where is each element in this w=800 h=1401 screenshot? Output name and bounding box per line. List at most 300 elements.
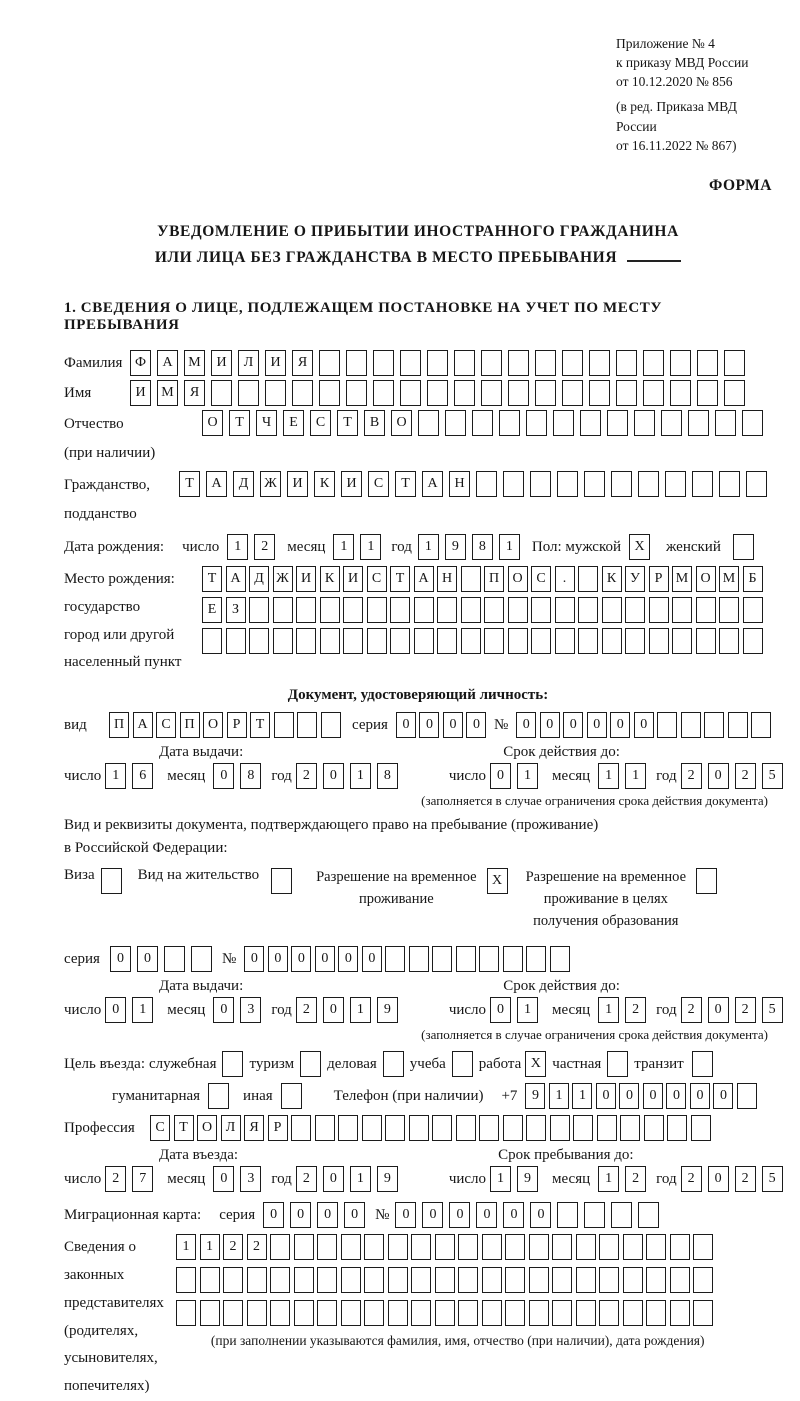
char-cell[interactable]: [715, 410, 736, 436]
char-cell[interactable]: 0: [619, 1083, 639, 1109]
visa-checkbox[interactable]: [101, 868, 128, 894]
char-cell[interactable]: [670, 1267, 690, 1293]
char-cell[interactable]: 0: [443, 712, 463, 738]
char-cell[interactable]: 0: [395, 1202, 416, 1228]
char-cell[interactable]: [437, 628, 457, 654]
birthplace-row3-boxes[interactable]: [202, 628, 766, 654]
char-cell[interactable]: [435, 1300, 455, 1326]
char-cell[interactable]: [390, 597, 410, 623]
birth-month-boxes[interactable]: [333, 534, 387, 560]
char-cell[interactable]: [476, 471, 497, 497]
char-cell[interactable]: [373, 350, 394, 376]
char-cell[interactable]: [661, 410, 682, 436]
char-cell[interactable]: [482, 1267, 502, 1293]
char-cell[interactable]: 1: [350, 997, 371, 1023]
birthplace-row1-boxes[interactable]: [202, 566, 766, 592]
char-cell[interactable]: [317, 1234, 337, 1260]
char-cell[interactable]: [607, 1051, 628, 1077]
char-cell[interactable]: [503, 946, 523, 972]
char-cell[interactable]: 2: [223, 1234, 243, 1260]
char-cell[interactable]: [208, 1083, 229, 1109]
char-cell[interactable]: 1: [418, 534, 439, 560]
char-cell[interactable]: [589, 350, 610, 376]
char-cell[interactable]: [456, 1115, 476, 1141]
char-cell[interactable]: [599, 1300, 619, 1326]
char-cell[interactable]: [458, 1234, 478, 1260]
char-cell[interactable]: [719, 471, 740, 497]
char-cell[interactable]: Т: [395, 471, 416, 497]
birth-day-boxes[interactable]: [227, 534, 281, 560]
char-cell[interactable]: [458, 1300, 478, 1326]
doc-valid-month-boxes[interactable]: [598, 763, 652, 789]
char-cell[interactable]: 0: [449, 1202, 470, 1228]
char-cell[interactable]: [458, 1267, 478, 1293]
char-cell[interactable]: [409, 946, 429, 972]
char-cell[interactable]: [247, 1267, 267, 1293]
char-cell[interactable]: [638, 471, 659, 497]
char-cell[interactable]: [432, 946, 452, 972]
char-cell[interactable]: И: [130, 380, 151, 406]
char-cell[interactable]: [508, 350, 529, 376]
char-cell[interactable]: [620, 1115, 640, 1141]
char-cell[interactable]: [578, 597, 598, 623]
char-cell[interactable]: [751, 712, 771, 738]
char-cell[interactable]: 2: [625, 997, 646, 1023]
char-cell[interactable]: [271, 868, 292, 894]
char-cell[interactable]: [320, 628, 340, 654]
char-cell[interactable]: 1: [360, 534, 381, 560]
char-cell[interactable]: С: [150, 1115, 170, 1141]
entry-day-boxes[interactable]: [105, 1166, 159, 1192]
char-cell[interactable]: [373, 380, 394, 406]
rvp-valid-month-boxes[interactable]: [598, 997, 652, 1023]
char-cell[interactable]: [670, 1234, 690, 1260]
char-cell[interactable]: Т: [337, 410, 358, 436]
doc-issue-day-boxes[interactable]: [105, 763, 159, 789]
char-cell[interactable]: [503, 471, 524, 497]
char-cell[interactable]: [383, 1051, 404, 1077]
rvp-issue-day-boxes[interactable]: [105, 997, 159, 1023]
char-cell[interactable]: 9: [377, 1166, 398, 1192]
char-cell[interactable]: 0: [490, 997, 511, 1023]
char-cell[interactable]: [670, 1300, 690, 1326]
char-cell[interactable]: [692, 1051, 713, 1077]
char-cell[interactable]: [638, 1202, 659, 1228]
char-cell[interactable]: [388, 1267, 408, 1293]
rvp-issue-month-boxes[interactable]: [213, 997, 267, 1023]
char-cell[interactable]: [697, 350, 718, 376]
char-cell[interactable]: 1: [549, 1083, 569, 1109]
char-cell[interactable]: П: [484, 566, 504, 592]
char-cell[interactable]: Ж: [260, 471, 281, 497]
char-cell[interactable]: [456, 946, 476, 972]
citizenship-boxes[interactable]: [179, 471, 773, 497]
char-cell[interactable]: 9: [445, 534, 466, 560]
char-cell[interactable]: 0: [643, 1083, 663, 1109]
char-cell[interactable]: [346, 350, 367, 376]
birth-year-boxes[interactable]: [418, 534, 526, 560]
char-cell[interactable]: [319, 380, 340, 406]
char-cell[interactable]: [616, 350, 637, 376]
char-cell[interactable]: [385, 946, 405, 972]
char-cell[interactable]: [552, 1234, 572, 1260]
char-cell[interactable]: [343, 628, 363, 654]
char-cell[interactable]: [589, 380, 610, 406]
char-cell[interactable]: [704, 712, 724, 738]
char-cell[interactable]: [557, 471, 578, 497]
char-cell[interactable]: А: [226, 566, 246, 592]
char-cell[interactable]: [562, 380, 583, 406]
char-cell[interactable]: 0: [338, 946, 358, 972]
char-cell[interactable]: [578, 566, 598, 592]
char-cell[interactable]: 1: [227, 534, 248, 560]
char-cell[interactable]: 0: [476, 1202, 497, 1228]
char-cell[interactable]: 1: [333, 534, 354, 560]
char-cell[interactable]: [526, 1115, 546, 1141]
char-cell[interactable]: [481, 380, 502, 406]
char-cell[interactable]: 2: [735, 997, 756, 1023]
char-cell[interactable]: 0: [290, 1202, 311, 1228]
char-cell[interactable]: [646, 1234, 666, 1260]
char-cell[interactable]: [657, 712, 677, 738]
char-cell[interactable]: [200, 1267, 220, 1293]
char-cell[interactable]: С: [368, 471, 389, 497]
char-cell[interactable]: 0: [708, 997, 729, 1023]
char-cell[interactable]: [644, 1115, 664, 1141]
char-cell[interactable]: О: [203, 712, 223, 738]
char-cell[interactable]: 2: [105, 1166, 126, 1192]
char-cell[interactable]: [530, 471, 551, 497]
char-cell[interactable]: [550, 946, 570, 972]
char-cell[interactable]: [294, 1267, 314, 1293]
char-cell[interactable]: [427, 380, 448, 406]
char-cell[interactable]: К: [320, 566, 340, 592]
char-cell[interactable]: [499, 410, 520, 436]
patronymic-boxes[interactable]: [202, 410, 769, 436]
char-cell[interactable]: [297, 712, 317, 738]
char-cell[interactable]: X: [525, 1051, 546, 1077]
char-cell[interactable]: [454, 380, 475, 406]
char-cell[interactable]: [338, 1115, 358, 1141]
char-cell[interactable]: Л: [221, 1115, 241, 1141]
char-cell[interactable]: 9: [377, 997, 398, 1023]
char-cell[interactable]: [692, 471, 713, 497]
char-cell[interactable]: [508, 597, 528, 623]
char-cell[interactable]: 0: [323, 763, 344, 789]
char-cell[interactable]: 0: [110, 946, 131, 972]
doc-valid-day-boxes[interactable]: [490, 763, 544, 789]
char-cell[interactable]: [202, 628, 222, 654]
char-cell[interactable]: [602, 597, 622, 623]
char-cell[interactable]: А: [206, 471, 227, 497]
char-cell[interactable]: [247, 1300, 267, 1326]
char-cell[interactable]: [482, 1234, 502, 1260]
char-cell[interactable]: [599, 1267, 619, 1293]
char-cell[interactable]: [529, 1234, 549, 1260]
char-cell[interactable]: [400, 350, 421, 376]
char-cell[interactable]: [479, 946, 499, 972]
purpose-other-checkbox[interactable]: [281, 1083, 308, 1109]
char-cell[interactable]: [414, 628, 434, 654]
char-cell[interactable]: 0: [422, 1202, 443, 1228]
char-cell[interactable]: [265, 380, 286, 406]
char-cell[interactable]: [411, 1267, 431, 1293]
char-cell[interactable]: [364, 1300, 384, 1326]
char-cell[interactable]: 0: [291, 946, 311, 972]
char-cell[interactable]: 2: [735, 1166, 756, 1192]
char-cell[interactable]: 8: [377, 763, 398, 789]
char-cell[interactable]: [646, 1300, 666, 1326]
char-cell[interactable]: [526, 410, 547, 436]
residence-permit-checkbox[interactable]: [271, 868, 298, 894]
char-cell[interactable]: [291, 1115, 311, 1141]
char-cell[interactable]: О: [508, 566, 528, 592]
purpose-business-checkbox[interactable]: [383, 1051, 410, 1077]
char-cell[interactable]: [625, 597, 645, 623]
char-cell[interactable]: [346, 380, 367, 406]
char-cell[interactable]: [555, 597, 575, 623]
char-cell[interactable]: [226, 628, 246, 654]
representatives-row1-boxes[interactable]: [176, 1234, 717, 1260]
char-cell[interactable]: Т: [174, 1115, 194, 1141]
char-cell[interactable]: [584, 1202, 605, 1228]
char-cell[interactable]: [300, 1051, 321, 1077]
char-cell[interactable]: О: [202, 410, 223, 436]
char-cell[interactable]: [693, 1300, 713, 1326]
char-cell[interactable]: З: [226, 597, 246, 623]
char-cell[interactable]: [400, 380, 421, 406]
char-cell[interactable]: 0: [540, 712, 560, 738]
char-cell[interactable]: С: [310, 410, 331, 436]
char-cell[interactable]: [611, 1202, 632, 1228]
rvp-checkbox[interactable]: [487, 868, 514, 894]
char-cell[interactable]: [599, 1234, 619, 1260]
char-cell[interactable]: И: [211, 350, 232, 376]
char-cell[interactable]: [270, 1300, 290, 1326]
char-cell[interactable]: [562, 350, 583, 376]
char-cell[interactable]: [737, 1083, 757, 1109]
char-cell[interactable]: [623, 1267, 643, 1293]
char-cell[interactable]: С: [156, 712, 176, 738]
representatives-row2-boxes[interactable]: [176, 1267, 717, 1293]
rvp-valid-day-boxes[interactable]: [490, 997, 544, 1023]
char-cell[interactable]: [505, 1267, 525, 1293]
char-cell[interactable]: [743, 597, 763, 623]
char-cell[interactable]: 1: [132, 997, 153, 1023]
char-cell[interactable]: [697, 380, 718, 406]
stay-year-boxes[interactable]: [681, 1166, 789, 1192]
char-cell[interactable]: Н: [437, 566, 457, 592]
char-cell[interactable]: [273, 628, 293, 654]
rvp-issue-year-boxes[interactable]: [296, 997, 404, 1023]
char-cell[interactable]: [573, 1115, 593, 1141]
char-cell[interactable]: [550, 1115, 570, 1141]
char-cell[interactable]: 1: [625, 763, 646, 789]
char-cell[interactable]: [481, 350, 502, 376]
char-cell[interactable]: [296, 628, 316, 654]
char-cell[interactable]: [294, 1300, 314, 1326]
char-cell[interactable]: 1: [490, 1166, 511, 1192]
char-cell[interactable]: [191, 946, 212, 972]
char-cell[interactable]: [535, 350, 556, 376]
char-cell[interactable]: 0: [317, 1202, 338, 1228]
char-cell[interactable]: Е: [283, 410, 304, 436]
doc-type-boxes[interactable]: [109, 712, 344, 738]
rvp-education-checkbox[interactable]: [696, 868, 723, 894]
char-cell[interactable]: [484, 597, 504, 623]
char-cell[interactable]: [742, 410, 763, 436]
char-cell[interactable]: 1: [517, 763, 538, 789]
char-cell[interactable]: Р: [268, 1115, 288, 1141]
char-cell[interactable]: [576, 1234, 596, 1260]
char-cell[interactable]: [670, 350, 691, 376]
char-cell[interactable]: 1: [598, 763, 619, 789]
char-cell[interactable]: [461, 597, 481, 623]
rvp-series-boxes[interactable]: [110, 946, 218, 972]
char-cell[interactable]: [292, 380, 313, 406]
char-cell[interactable]: [385, 1115, 405, 1141]
char-cell[interactable]: [508, 380, 529, 406]
char-cell[interactable]: М: [184, 350, 205, 376]
char-cell[interactable]: .: [555, 566, 575, 592]
char-cell[interactable]: 0: [713, 1083, 733, 1109]
char-cell[interactable]: 2: [296, 763, 317, 789]
char-cell[interactable]: Л: [238, 350, 259, 376]
char-cell[interactable]: [576, 1267, 596, 1293]
char-cell[interactable]: 1: [200, 1234, 220, 1260]
char-cell[interactable]: 0: [244, 946, 264, 972]
char-cell[interactable]: [531, 597, 551, 623]
char-cell[interactable]: [508, 628, 528, 654]
char-cell[interactable]: 0: [213, 997, 234, 1023]
char-cell[interactable]: Р: [227, 712, 247, 738]
char-cell[interactable]: [529, 1267, 549, 1293]
char-cell[interactable]: 0: [587, 712, 607, 738]
char-cell[interactable]: 0: [213, 1166, 234, 1192]
doc-issue-month-boxes[interactable]: [213, 763, 267, 789]
char-cell[interactable]: [452, 1051, 473, 1077]
char-cell[interactable]: 2: [247, 1234, 267, 1260]
char-cell[interactable]: И: [287, 471, 308, 497]
char-cell[interactable]: [484, 628, 504, 654]
char-cell[interactable]: [296, 597, 316, 623]
char-cell[interactable]: [445, 410, 466, 436]
char-cell[interactable]: О: [696, 566, 716, 592]
char-cell[interactable]: П: [180, 712, 200, 738]
char-cell[interactable]: 0: [362, 946, 382, 972]
char-cell[interactable]: [414, 597, 434, 623]
char-cell[interactable]: [367, 597, 387, 623]
char-cell[interactable]: 1: [499, 534, 520, 560]
doc-issue-year-boxes[interactable]: [296, 763, 404, 789]
char-cell[interactable]: [649, 628, 669, 654]
char-cell[interactable]: [294, 1234, 314, 1260]
char-cell[interactable]: О: [197, 1115, 217, 1141]
char-cell[interactable]: [505, 1300, 525, 1326]
char-cell[interactable]: 0: [530, 1202, 551, 1228]
char-cell[interactable]: 1: [598, 1166, 619, 1192]
char-cell[interactable]: 0: [610, 712, 630, 738]
char-cell[interactable]: [367, 628, 387, 654]
char-cell[interactable]: [719, 628, 739, 654]
mig-number-boxes[interactable]: [395, 1202, 665, 1228]
given-name-boxes[interactable]: [130, 380, 751, 406]
char-cell[interactable]: Б: [743, 566, 763, 592]
char-cell[interactable]: 1: [176, 1234, 196, 1260]
char-cell[interactable]: X: [487, 868, 508, 894]
char-cell[interactable]: И: [341, 471, 362, 497]
char-cell[interactable]: 0: [563, 712, 583, 738]
surname-boxes[interactable]: [130, 350, 751, 376]
char-cell[interactable]: П: [109, 712, 129, 738]
char-cell[interactable]: Т: [250, 712, 270, 738]
char-cell[interactable]: Т: [390, 566, 410, 592]
char-cell[interactable]: Р: [649, 566, 669, 592]
char-cell[interactable]: [461, 566, 481, 592]
char-cell[interactable]: [341, 1267, 361, 1293]
char-cell[interactable]: [733, 534, 754, 560]
char-cell[interactable]: 1: [598, 997, 619, 1023]
char-cell[interactable]: 1: [105, 763, 126, 789]
char-cell[interactable]: [719, 597, 739, 623]
char-cell[interactable]: 8: [240, 763, 261, 789]
char-cell[interactable]: Т: [202, 566, 222, 592]
char-cell[interactable]: [320, 597, 340, 623]
char-cell[interactable]: М: [672, 566, 692, 592]
char-cell[interactable]: [273, 597, 293, 623]
phone-boxes[interactable]: [525, 1083, 760, 1109]
char-cell[interactable]: [696, 628, 716, 654]
representatives-row3-boxes[interactable]: [176, 1300, 717, 1326]
char-cell[interactable]: [611, 471, 632, 497]
char-cell[interactable]: 0: [503, 1202, 524, 1228]
char-cell[interactable]: [696, 597, 716, 623]
char-cell[interactable]: 2: [735, 763, 756, 789]
char-cell[interactable]: А: [414, 566, 434, 592]
stay-month-boxes[interactable]: [598, 1166, 652, 1192]
char-cell[interactable]: Д: [249, 566, 269, 592]
char-cell[interactable]: 9: [517, 1166, 538, 1192]
char-cell[interactable]: [482, 1300, 502, 1326]
char-cell[interactable]: 0: [634, 712, 654, 738]
char-cell[interactable]: [616, 380, 637, 406]
char-cell[interactable]: [625, 628, 645, 654]
char-cell[interactable]: [472, 410, 493, 436]
char-cell[interactable]: [670, 380, 691, 406]
char-cell[interactable]: 5: [762, 763, 783, 789]
char-cell[interactable]: [249, 597, 269, 623]
profession-boxes[interactable]: [150, 1115, 714, 1141]
char-cell[interactable]: [390, 628, 410, 654]
char-cell[interactable]: К: [602, 566, 622, 592]
char-cell[interactable]: 9: [525, 1083, 545, 1109]
char-cell[interactable]: 0: [263, 1202, 284, 1228]
char-cell[interactable]: [211, 380, 232, 406]
mig-series-boxes[interactable]: [263, 1202, 371, 1228]
char-cell[interactable]: 2: [681, 997, 702, 1023]
char-cell[interactable]: 1: [572, 1083, 592, 1109]
char-cell[interactable]: [341, 1300, 361, 1326]
rvp-valid-year-boxes[interactable]: [681, 997, 789, 1023]
char-cell[interactable]: [101, 868, 122, 894]
char-cell[interactable]: [164, 946, 185, 972]
char-cell[interactable]: [667, 1115, 687, 1141]
entry-year-boxes[interactable]: [296, 1166, 404, 1192]
entry-month-boxes[interactable]: [213, 1166, 267, 1192]
char-cell[interactable]: 0: [419, 712, 439, 738]
doc-valid-year-boxes[interactable]: [681, 763, 789, 789]
char-cell[interactable]: [555, 628, 575, 654]
